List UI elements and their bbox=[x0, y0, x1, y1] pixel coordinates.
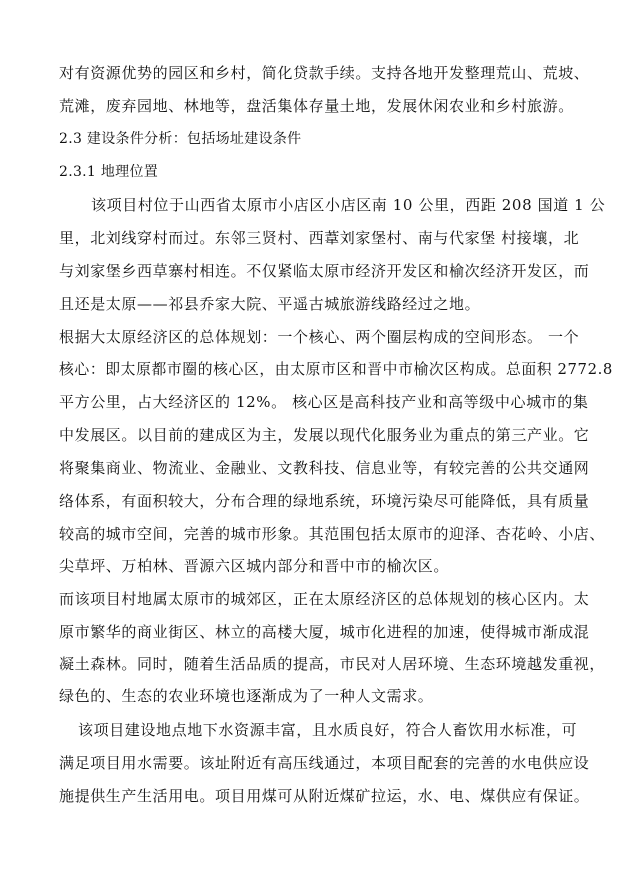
text-line-21: 该项目建设地点地下水资源丰富，且水质良好，符合人畜饮用水标准，可 bbox=[78, 721, 578, 739]
text-line-17: 而该项目村地属太原市的城郊区，正在太原经济区的总体规划的核心区内。太 bbox=[59, 590, 590, 608]
text-line-9: 根据大太原经济区的总体规划：一个核心、两个圈层构成的空间形态。 一个 bbox=[59, 328, 580, 346]
text-line-6: 里，北刘线穿村而过。东邻三贤村、西葦刘家堡村、南与代家堡 村接壤，北 bbox=[59, 229, 580, 247]
text-line-5: 该项目村位于山西省太原市小店区小店区南 10 公里，西距 208 国道 1 公 bbox=[91, 196, 606, 214]
text-line-15: 较高的城市空间，完善的城市形象。其范围包括太原市的迎泽、杏花岭、小店、 bbox=[59, 525, 606, 543]
text-line-8: 且还是太原——祁县乔家大院、平遥古城旅游线路经过之地。 bbox=[59, 295, 481, 313]
subsection-heading-2-3-1: 2.3.1 地理位置 bbox=[59, 164, 159, 180]
text-line-23: 施提供生产生活用电。项目用煤可从附近煤矿拉运，水、电、煤供应有保证。 bbox=[59, 787, 590, 805]
text-line-16: 尖草坪、万柏林、晋源六区城内部分和晋中市的榆次区。 bbox=[59, 557, 450, 575]
text-line-18: 原市繁华的商业街区、林立的高楼大厦，城市化进程的加速，使得城市渐成混 bbox=[59, 623, 590, 641]
text-line-20: 绿色的、生态的农业环境也逐渐成为了一种人文需求。 bbox=[59, 687, 434, 705]
text-line-2: 荒滩，废弃园地、林地等，盘活集体存量土地，发展休闲农业和乡村旅游。 bbox=[59, 97, 574, 115]
text-line-22: 满足项目用水需要。该址附近有高压线通过，本项目配套的完善的水电供应设 bbox=[59, 754, 590, 772]
text-line-19: 凝土森林。同时，随着生活品质的提高，市民对人居环境、生态环境越发重视， bbox=[59, 655, 606, 673]
text-line-14: 络体系，有面积较大，分布合理的绿地系统，环境污染尽可能降低，具有质量 bbox=[59, 492, 590, 510]
text-line-10: 核心：即太原都市圈的核心区，由太原市区和晋中市榆次区构成。总面积 2772.8 bbox=[59, 360, 613, 378]
section-heading-2-3: 2.3 建设条件分析：包括场址建设条件 bbox=[59, 131, 302, 147]
text-line-1: 对有资源优势的园区和乡村，简化贷款手续。支持各地开发整理荒山、荒坡、 bbox=[59, 64, 590, 82]
text-line-12: 中发展区。以目前的建成区为主，发展以现代化服务业为重点的第三产业。它 bbox=[59, 426, 590, 444]
text-line-11: 平方公里，占大经济区的 12%。 核心区是高科技产业和高等级中心城市的集 bbox=[59, 393, 589, 411]
text-line-13: 将聚集商业、物流业、金融业、文教科技、信息业等，有较完善的公共交通网 bbox=[59, 459, 590, 477]
text-line-7: 与刘家堡乡西草寨村相连。不仅紧临太原市经济开发区和榆次经济开发区，而 bbox=[59, 262, 590, 280]
